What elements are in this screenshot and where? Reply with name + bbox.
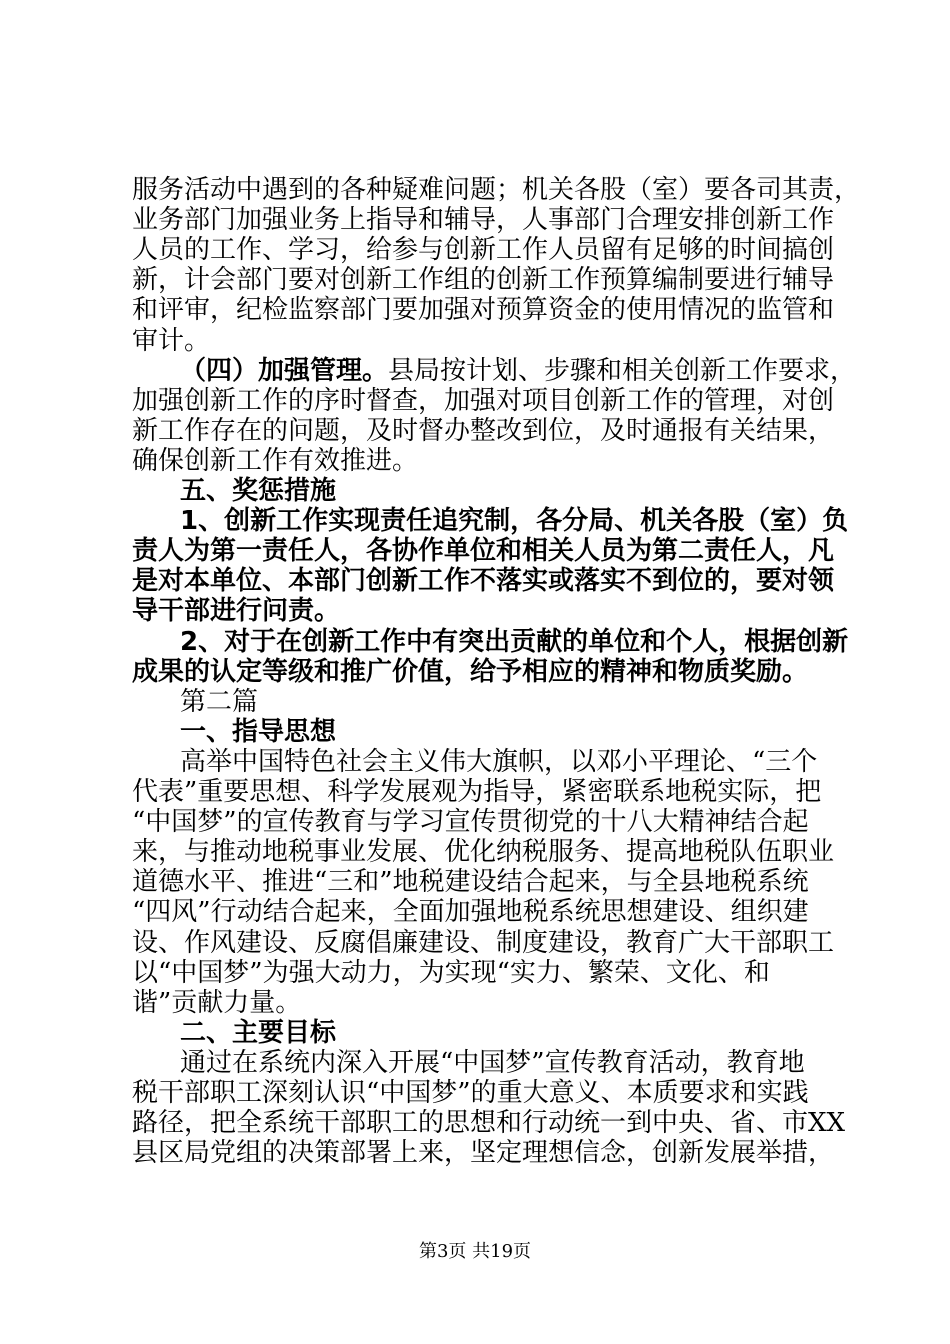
section-heading-goals: 二、主要目标 — [180, 1017, 337, 1048]
paragraph-line: 设、作风建设、反腐倡廉建设、制度建设，教育广大干部职工 — [132, 927, 835, 958]
paragraph-line: 服务活动中遇到的各种疑难问题；机关各股（室）要各司其责， — [132, 175, 861, 205]
paragraph-line: “四风”行动结合起来，全面加强地税系统思想建设、组织建 — [132, 897, 809, 928]
section-heading-guiding: 一、指导思想 — [180, 716, 337, 747]
paragraph-line: 来，与推动地税事业发展、优化纳税服务、提高地税队伍职业 — [132, 837, 835, 868]
paragraph-line: 业务部门加强业务上指导和辅导，人事部门合理安排创新工作 — [132, 205, 835, 236]
paragraph-line: 2、对于在创新工作中有突出贡献的单位和个人，根据创新 — [180, 626, 849, 657]
paragraph-line: “中国梦”的宣传教育与学习宣传贯彻党的十八大精神结合起 — [132, 807, 809, 838]
paragraph-line: 代表”重要思想、科学发展观为指导，紧密联系地税实际，把 — [132, 777, 822, 807]
paragraph-line: 以“中国梦”为强大动力，为实现“实力、繁荣、文化、和 — [132, 957, 770, 988]
section-five-heading: 五、奖惩措施 — [180, 476, 337, 506]
section-four-heading: （四）加强管理。 — [180, 355, 389, 386]
paragraph-line: 责人为第一责任人，各协作单位和相关人员为第二责任人，凡 — [132, 536, 835, 567]
paragraph-line: 通过在系统内深入开展“中国梦”宣传教育活动，教育地 — [180, 1047, 805, 1078]
paragraph-line: 路径，把全系统干部职工的思想和行动统一到中央、省、市XX — [132, 1108, 846, 1139]
paragraph-line: 新工作存在的问题，及时督办整改到位，及时通报有关结果， — [132, 415, 835, 446]
paragraph-line: 道德水平、推进“三和”地税建设结合起来，与全县地税系统 — [132, 867, 809, 898]
paragraph-line: 人员的工作、学习，给参与创新工作人员留有足够的时间搞创 — [132, 235, 835, 266]
paragraph-line: 高举中国特色社会主义伟大旗帜，以邓小平理论、“三个 — [180, 746, 818, 777]
paragraph-line: 是对本单位、本部门创新工作不落实或落实不到位的，要对领 — [132, 566, 835, 597]
section-four-line — [180, 355, 856, 388]
page-footer: 第3页 共19页 — [418, 1241, 532, 1262]
paragraph-line: 审计。 — [132, 325, 211, 356]
paragraph-line: 加强创新工作的序时督查，加强对项目创新工作的管理，对创 — [132, 385, 835, 416]
paragraph-line: 县区局党组的决策部署上来，坚定理想信念，创新发展举措， — [132, 1138, 835, 1169]
paragraph-line: 和评审，纪检监察部门要加强对预算资金的使用情况的监管和 — [132, 295, 835, 326]
paragraph-line: 谐”贡献力量。 — [132, 987, 302, 1018]
chapter-title: 第二篇 — [180, 686, 259, 717]
paragraph-line: 成果的认定等级和推广价值，给予相应的精神和物质奖励。 — [132, 656, 809, 687]
paragraph-line: 1、创新工作实现责任追究制，各分局、机关各股（室）负 — [180, 506, 849, 537]
paragraph-line: 导干部进行问责。 — [132, 596, 341, 627]
paragraph-line: 税干部职工深刻认识“中国梦”的重大意义、本质要求和实践 — [132, 1078, 809, 1108]
paragraph-line: 新，计会部门要对创新工作组的创新工作预算编制要进行辅导 — [132, 265, 835, 296]
paragraph-line: 确保创新工作有效推进。 — [132, 445, 419, 476]
section-four-text: 县局按计划、步骤和相关创新工作要求， — [388, 355, 857, 386]
